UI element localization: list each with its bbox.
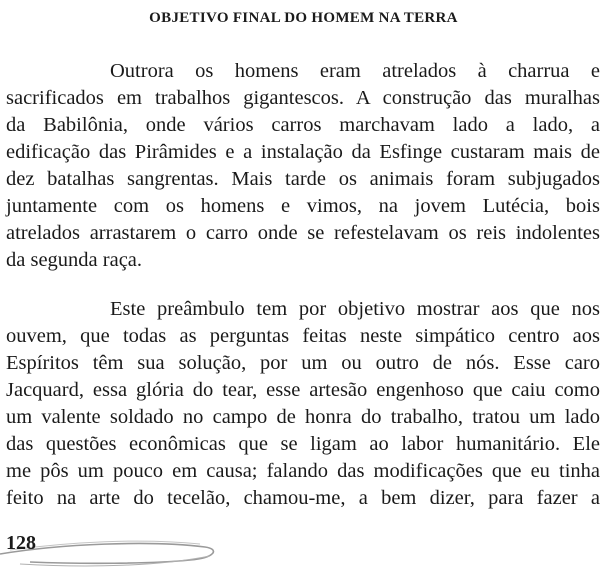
text-line: da Babilônia, onde vários carros marchavam lado a lado, a <box>6 114 600 136</box>
paragraph-1 <box>6 58 600 274</box>
text-line: um valente soldado no campo de honra do trabalho, tratou um lado <box>6 406 600 428</box>
decorative-swoosh-icon <box>0 520 240 570</box>
text-line: Espíritos têm sua solução, por um ou outro de nós. Esse caro <box>6 352 600 374</box>
text-line: Outrora os homens eram atrelados à charrua e <box>110 60 600 82</box>
text-line: dez batalhas sangrentas. Mais tarde os animais foram subjugados <box>6 168 600 190</box>
text-line: Este preâmbulo tem por objetivo mostrar aos que nos <box>110 298 600 320</box>
text-line: edificação das Pirâmides e a instalação da Esfinge custaram mais de <box>6 141 600 163</box>
text-line: feito na arte do tecelão, chamou-me, a bem dizer, para fazer a <box>6 487 600 509</box>
text-line: juntamente com os homens e vimos, na jovem Lutécia, bois <box>6 195 600 217</box>
paragraph-2 <box>6 296 600 512</box>
text-line: ouvem, que todas as perguntas feitas neste simpático centro aos <box>6 325 600 347</box>
chapter-title: OBJETIVO FINAL DO HOMEM NA TERRA <box>149 10 458 26</box>
text-line: Jacquard, essa glória do tear, esse artesão engenhoso que caiu como <box>6 379 600 401</box>
text-line: das questões econômicas que se ligam ao labor humanitário. Ele <box>6 433 600 455</box>
text-line: sacrificados em trabalhos gigantescos. A construção das muralhas <box>6 87 600 109</box>
text-line: da segunda raça. <box>6 249 143 271</box>
page-number: 128 <box>6 532 36 554</box>
text-line: me pôs um pouco em causa; falando das modificações que eu tinha <box>6 460 600 482</box>
text-line: atrelados arrastarem o carro onde se refestelavam os reis indolentes <box>6 222 600 244</box>
